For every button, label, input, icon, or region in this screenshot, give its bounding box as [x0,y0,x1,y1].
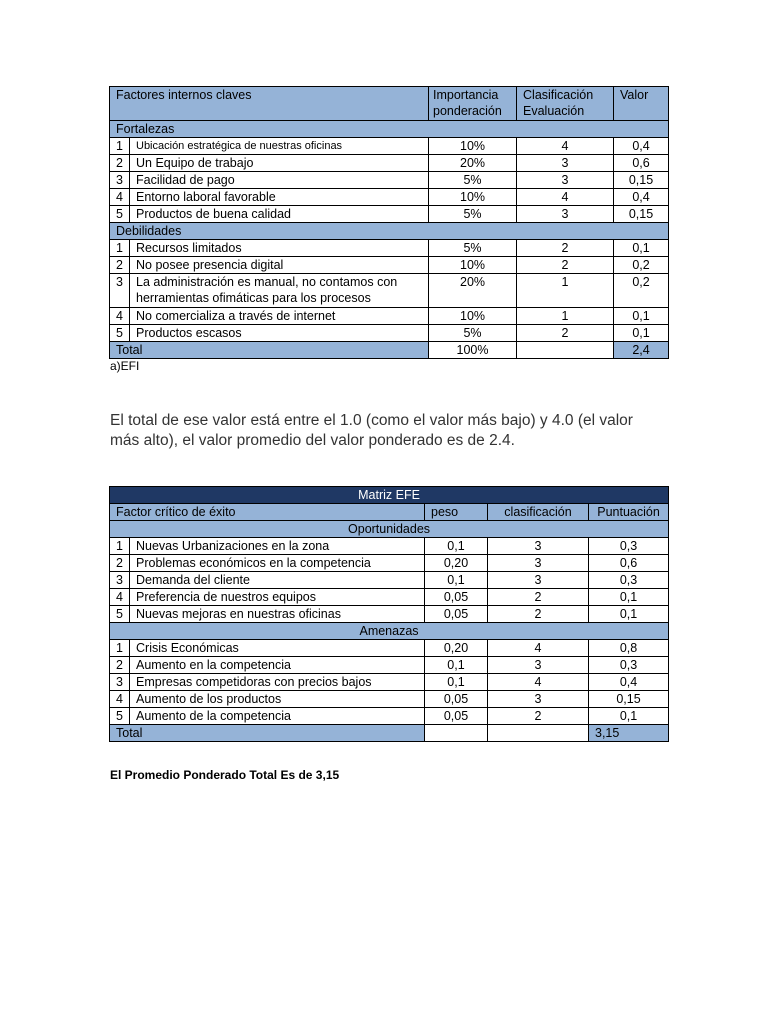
row-factor: Preferencia de nuestros equipos [130,589,425,606]
efe-total-row [110,725,669,742]
row-number: 3 [110,274,130,308]
row-clasificacion: 2 [517,240,614,257]
row-importancia: 5% [429,206,517,223]
row-importancia: 10% [429,257,517,274]
efi-header-importancia: Importancia ponderación [429,87,517,121]
row-importancia: 20% [429,274,517,308]
row-factor: Problemas económicos en la competencia [130,555,425,572]
row-clasificacion: 3 [517,172,614,189]
row-number: 4 [110,691,130,708]
efe-table-row [110,538,669,555]
row-peso: 0,05 [425,708,488,725]
efi-header-clasificacion: Clasificación Evaluación [517,87,614,121]
row-number: 5 [110,325,130,342]
row-clasificacion: 3 [488,572,589,589]
efi-table-row [110,274,669,308]
efe-table-row [110,555,669,572]
row-importancia: 5% [429,240,517,257]
row-valor: 0,4 [614,138,669,155]
row-factor: Crisis Económicas [130,640,425,657]
efi-table-row [110,138,669,155]
row-importancia: 5% [429,325,517,342]
row-clasificacion: 2 [517,325,614,342]
row-importancia: 20% [429,155,517,172]
row-number: 2 [110,555,130,572]
row-factor: Aumento en la competencia [130,657,425,674]
row-factor: Recursos limitados [130,240,429,257]
row-valor: 0,1 [614,308,669,325]
row-factor: Empresas competidoras con precios bajos [130,674,425,691]
efe-header-peso: peso [425,504,488,521]
efi-table-row [110,155,669,172]
row-clasificacion: 1 [517,308,614,325]
efi-table-row [110,189,669,206]
row-number: 1 [110,538,130,555]
efi-section-fortalezas [110,121,669,138]
efi-debilidades-label: Debilidades [110,223,669,240]
efi-table-row [110,308,669,325]
summary-paragraph: El total de ese valor está entre el 1.0 (como el valor más bajo) y 4.0 (el valor más alto), el valor promedio del valor ponderado es de 2.4. [110,412,633,449]
row-clasificacion: 2 [517,257,614,274]
row-number: 4 [110,589,130,606]
row-number: 1 [110,240,130,257]
efe-table-row [110,657,669,674]
row-factor: Nuevas Urbanizaciones en la zona [130,538,425,555]
efe-total-peso [425,725,488,742]
efe-oportunidades-label: Oportunidades [110,521,669,538]
efe-title-row [110,487,669,504]
row-puntuacion: 0,4 [589,674,669,691]
row-valor: 0,4 [614,189,669,206]
row-number: 3 [110,674,130,691]
row-factor: No comercializa a través de internet [130,308,429,325]
efe-table-row [110,708,669,725]
row-valor: 0,1 [614,325,669,342]
efe-total-label: Total [110,725,425,742]
efe-header-row [110,504,669,521]
row-factor: Ubicación estratégica de nuestras oficinas [130,138,429,155]
row-valor: 0,2 [614,257,669,274]
efi-caption: a)EFI [110,359,140,373]
row-factor: Facilidad de pago [130,172,429,189]
row-puntuacion: 0,1 [589,606,669,623]
row-peso: 0,1 [425,538,488,555]
efe-amenazas-body [110,640,669,725]
row-factor: Productos escasos [130,325,429,342]
row-puntuacion: 0,3 [589,538,669,555]
efe-table-row [110,674,669,691]
efi-fortalezas-label: Fortalezas [110,121,669,138]
row-clasificacion: 3 [488,691,589,708]
row-number: 5 [110,206,130,223]
row-number: 4 [110,189,130,206]
row-clasificacion: 4 [488,674,589,691]
row-peso: 0,1 [425,657,488,674]
efe-table-row [110,640,669,657]
efi-total-row [110,342,669,359]
efi-header-valor: Valor [614,87,669,121]
row-puntuacion: 0,1 [589,589,669,606]
row-valor: 0,15 [614,172,669,189]
row-peso: 0,20 [425,640,488,657]
efi-header-factor: Factores internos claves [110,87,429,121]
row-number: 1 [110,640,130,657]
row-number: 3 [110,172,130,189]
efe-table [109,486,669,742]
efi-section-debilidades [110,223,669,240]
row-peso: 0,20 [425,555,488,572]
efi-table [109,86,669,359]
row-importancia: 10% [429,189,517,206]
efe-table-row [110,589,669,606]
efi-total-importancia: 100% [429,342,517,359]
efi-total-valor: 2,4 [614,342,669,359]
row-peso: 0,1 [425,674,488,691]
row-factor: Aumento de los productos [130,691,425,708]
row-number: 1 [110,138,130,155]
row-number: 3 [110,572,130,589]
row-clasificacion: 3 [488,657,589,674]
row-number: 2 [110,257,130,274]
efi-debilidades-body [110,240,669,342]
row-number: 5 [110,708,130,725]
efe-table-row [110,572,669,589]
row-puntuacion: 0,15 [589,691,669,708]
efi-table-row [110,206,669,223]
row-peso: 0,05 [425,691,488,708]
efe-section-amenazas [110,623,669,640]
efe-amenazas-label: Amenazas [110,623,669,640]
row-clasificacion: 3 [517,155,614,172]
row-factor: Entorno laboral favorable [130,189,429,206]
row-valor: 0,15 [614,206,669,223]
row-clasificacion: 2 [488,708,589,725]
row-clasificacion: 1 [517,274,614,308]
row-puntuacion: 0,3 [589,657,669,674]
efi-table-row [110,172,669,189]
efe-total-clasificacion [488,725,589,742]
row-clasificacion: 3 [488,538,589,555]
row-puntuacion: 0,8 [589,640,669,657]
row-importancia: 5% [429,172,517,189]
row-importancia: 10% [429,138,517,155]
efi-total-clasificacion [517,342,614,359]
row-factor: Demanda del cliente [130,572,425,589]
row-peso: 0,05 [425,606,488,623]
efi-header-row [110,87,669,121]
row-number: 2 [110,657,130,674]
efi-total-label: Total [110,342,429,359]
row-factor: No posee presencia digital [130,257,429,274]
row-factor: Nuevas mejoras en nuestras oficinas [130,606,425,623]
row-number: 4 [110,308,130,325]
efe-section-oportunidades [110,521,669,538]
row-puntuacion: 0,1 [589,708,669,725]
efe-header-factor: Factor crítico de éxito [110,504,425,521]
efi-table-row [110,240,669,257]
row-number: 2 [110,155,130,172]
efe-oportunidades-body [110,538,669,623]
row-factor: La administración es manual, no contamos con herramientas ofimáticas para los procesos [130,274,429,308]
row-valor: 0,6 [614,155,669,172]
efe-total-puntuacion: 3,15 [589,725,669,742]
efe-title: Matriz EFE [110,487,669,504]
row-factor: Un Equipo de trabajo [130,155,429,172]
efi-table-row [110,257,669,274]
efe-table-row [110,691,669,708]
row-peso: 0,05 [425,589,488,606]
row-clasificacion: 4 [517,138,614,155]
efe-table-row [110,606,669,623]
bottom-summary: El Promedio Ponderado Total Es de 3,15 [110,768,340,782]
row-factor: Aumento de la competencia [130,708,425,725]
row-clasificacion: 4 [488,640,589,657]
row-clasificacion: 4 [517,189,614,206]
row-clasificacion: 2 [488,589,589,606]
row-peso: 0,1 [425,572,488,589]
efi-fortalezas-body [110,138,669,223]
row-clasificacion: 3 [517,206,614,223]
efe-header-puntuacion: Puntuación [589,504,669,521]
efe-header-clasificacion: clasificación [488,504,589,521]
row-clasificacion: 3 [488,555,589,572]
row-importancia: 10% [429,308,517,325]
row-puntuacion: 0,6 [589,555,669,572]
row-clasificacion: 2 [488,606,589,623]
row-valor: 0,2 [614,274,669,308]
efi-table-row [110,325,669,342]
row-puntuacion: 0,3 [589,572,669,589]
row-factor: Productos de buena calidad [130,206,429,223]
row-valor: 0,1 [614,240,669,257]
row-number: 5 [110,606,130,623]
